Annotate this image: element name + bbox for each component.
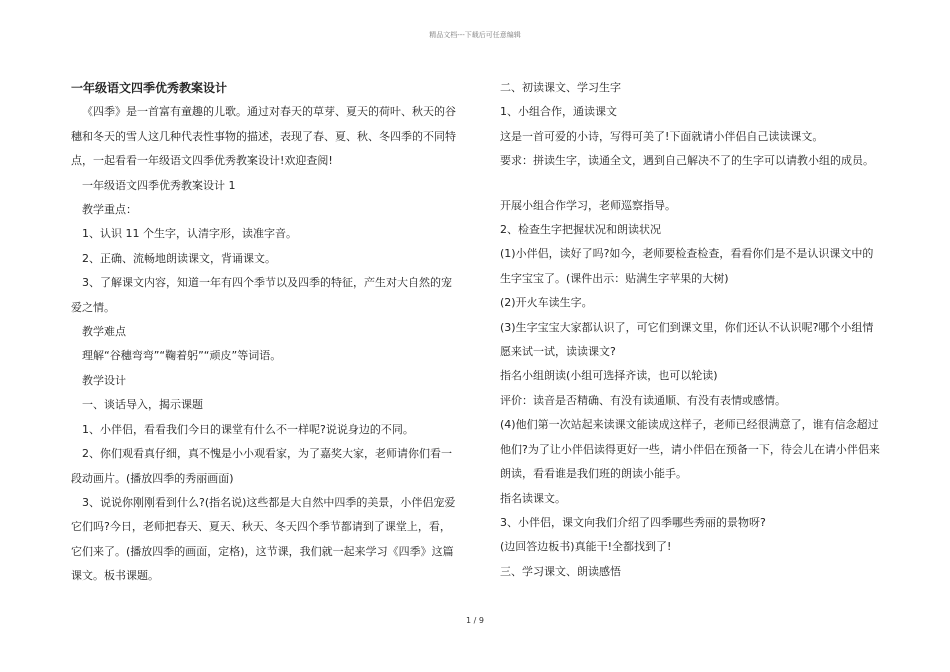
paragraph: 2、正确、流畅地朗读课文，背诵课文。 bbox=[82, 251, 276, 265]
paragraph: 评价：读音是否精确、有没有读通顺、有没有表情或感情。 bbox=[500, 393, 786, 407]
paragraph: (1)小伴侣，读好了吗?如今，老师要检查检查，看看你们是不是认识课文中的生字宝宝了。(课件出示：贴满生字苹果的大树) bbox=[500, 247, 874, 285]
document-title: 一年级语文四季优秀教案设计 bbox=[71, 81, 228, 95]
paragraph: 一、谈话导入，揭示课题 bbox=[82, 398, 203, 412]
paragraph: 一年级语文四季优秀教案设计 1 bbox=[82, 178, 236, 192]
paragraph: (边回答边板书)真能干!全都找到了! bbox=[500, 540, 672, 554]
paragraph: 开展小组合作学习，老师巡察指导。 bbox=[500, 198, 676, 212]
paragraph: 1、小伴侣，看看我们今日的课堂有什么不一样呢?说说身边的不同。 bbox=[82, 422, 414, 436]
paragraph: 指名读课文。 bbox=[500, 491, 566, 505]
section-heading: 二、初读课文、学习生字 bbox=[500, 81, 621, 94]
section-heading: 三、学习课文、朗读感悟 bbox=[500, 564, 621, 578]
page-header: 精品文档---下载后可任意编辑 bbox=[429, 31, 521, 39]
paragraph: 3、了解课文内容，知道一年有四个季节以及四季的特征，产生对大自然的宠爱之情。 bbox=[71, 276, 452, 314]
paragraph: 3、小伴侣，课文向我们介绍了四季哪些秀丽的景物呀? bbox=[500, 515, 766, 529]
right-column bbox=[500, 76, 884, 584]
paragraph: 教学设计 bbox=[82, 373, 126, 387]
paragraph: 3、说说你刚刚看到什么?(指名说)这些都是大自然中四季的美景，小伴侣宠爱它们吗?今日，老师把春天、夏天、秋天、冬天四个季节都请到了课堂上，看，它们来了。(播放四季的画面，定格)，这节课，我们就一起来学习《四季》这篇课文。板书课题。 bbox=[71, 495, 456, 583]
paragraph: 2、你们观看真仔细，真不愧是小小观看家，为了嘉奖大家，老师请你们看一段动画片。(播放四季的秀丽画面) bbox=[71, 447, 452, 485]
paragraph: 1、认识 11 个生字，认清字形，读准字音。 bbox=[82, 227, 297, 241]
page-number: 1 / 9 bbox=[466, 616, 484, 625]
paragraph: 指名小组朗读(小组可选择齐读，也可以轮读) bbox=[500, 369, 718, 383]
paragraph: (2)开火车读生字。 bbox=[500, 296, 593, 310]
paragraph: 1、小组合作，通读课文 bbox=[500, 105, 617, 119]
paragraph: 这是一首可爱的小诗，写得可美了!下面就请小伴侣自己读读课文。 bbox=[500, 129, 824, 143]
blank-line bbox=[500, 174, 884, 194]
paragraph: 2、检查生字把握状况和朗读状况 bbox=[500, 223, 661, 237]
paragraph: (3)生字宝宝大家都认识了，可它们到课文里，你们还认不认识呢?哪个小组情愿来试一试，读读课文? bbox=[500, 320, 874, 359]
paragraph: 教学难点 bbox=[82, 325, 126, 339]
paragraph: 教学重点： bbox=[82, 203, 137, 217]
paragraph: 理解“谷穗弯弯”“鞠着躬”“顽皮”等词语。 bbox=[82, 349, 282, 363]
paragraph: 《四季》是一首富有童趣的儿歌。通过对春天的草芽、夏天的荷叶、秋天的谷穗和冬天的雪人这几种代表性事物的描述，表现了春、夏、秋、冬四季的不同特点，一起看看一年级语文四季优秀教案设计!欢迎查阅! bbox=[71, 105, 456, 168]
paragraph: (4)他们第一次站起来读课文能读成这样子，老师已经很满意了，谁有信念超过他们?为了让小伴侣读得更好一些，请小伴侣在预备一下，待会儿在请小伴侣来朗读，看看谁是我们班的朗读小能手。 bbox=[500, 418, 880, 481]
paragraph: 要求：拼读生字，读通全文，遇到自己解决不了的生字可以请教小组的成员。 bbox=[500, 154, 874, 168]
left-column bbox=[71, 76, 461, 589]
